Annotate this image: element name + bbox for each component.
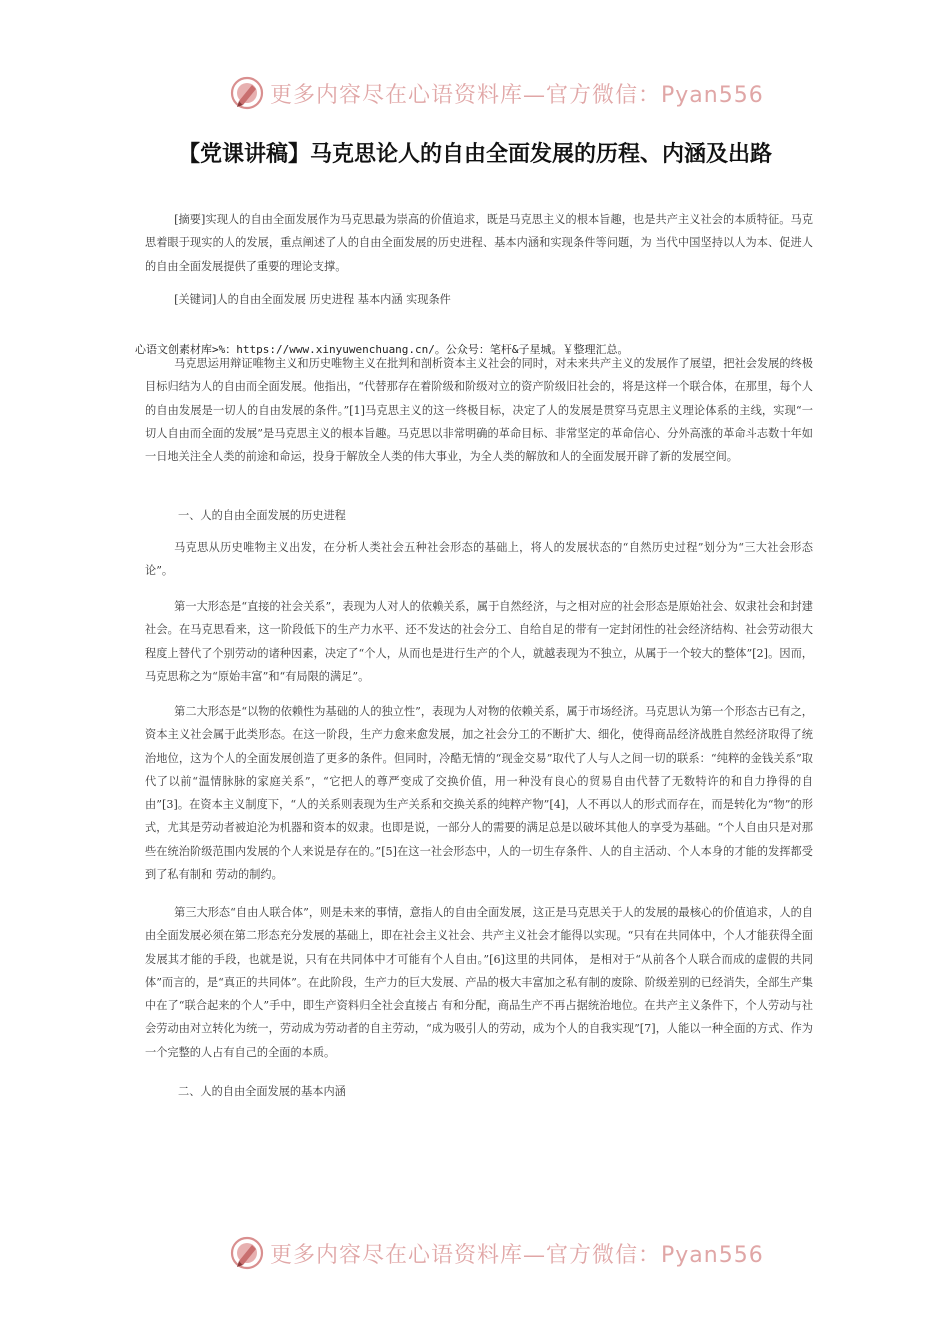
pen-logo-icon bbox=[230, 76, 264, 110]
footer-banner bbox=[230, 1233, 764, 1273]
section-heading-1: 一、人的自由全面发展的历史进程 bbox=[178, 509, 346, 522]
banner-handle: Pyan556 bbox=[661, 82, 764, 108]
body-paragraph-4: 第三大形态“自由人联合体”，则是未来的事情，意指人的自由全面发展，这正是马克思关于人的发展的最核心的价值追求，人的自由全面发展必须在第二形态充分发展的基础上，即在社会主义社会、共产主义社会才能得以实现。“只有在共同体中，个人才能获得全面发展其才能的手段，也就是说，只有在共同体中才可能有个人自由。”[6]这里的共同体， 是相对于“从前各个人联合而成的虚假的共同体”而言的，是“真正的共同体”。在此阶段，生产力的巨大发展、产品的极大丰富加之私有制的废除、阶级差别的已经消失，全部生产集中在了“联合起来的个人”手中，即生产资料归全社会直接占 有和分配，商品生产不再占据统治地位。在共产主义条件下，个人劳动与社会劳动由对立转化为统一，劳动成为劳动者的自主劳动，“成为吸引人的劳动，成为个人的自我实现”[7]，人能以一种全面的方式、作为一个完整的人占有自己的全面的本质。 bbox=[145, 906, 813, 1059]
abstract-paragraph: [摘要]实现人的自由全面发展作为马克思最为崇高的价值追求，既是马克思主义的根本旨趣，也是共产主义社会的本质特征。马克思着眼于现实的人的发展，重点阐述了人的自由全面发展的历史进程、基本内涵和实现条件等问题，为 当代中国坚持以人为本、促进人的自由全面发展提供了重要的理论支撑。 bbox=[145, 213, 813, 273]
pen-logo-icon bbox=[230, 1236, 264, 1270]
source-line: 心语文创素材库>%：https://www.xinyuwenchuang.cn/。公众号：笔杆&子星城。￥整理汇总。 bbox=[135, 343, 629, 356]
banner-slogan: 更多内容尽在心语资料库—官方微信： bbox=[270, 82, 662, 108]
banner-slogan: 更多内容尽在心语资料库—官方微信： bbox=[270, 1242, 662, 1268]
intro-paragraph: 马克思运用辩证唯物主义和历史唯物主义在批判和剖析资本主义社会的同时，对未来共产主义的发展作了展望，把社会发展的终极目标归结为人的自由而全面发展。他指出，“代替那存在着阶级和阶级对立的资产阶级旧社会的，将是这样一个联合体，在那里，每个人的自由发展是一切人的自由发展的条件。”[1]马克思主义的这一终极目标，决定了人的发展是贯穿马克思主义理论体系的主线，实现“一切人自由而全面的发展”是马克思主义的根本旨趣。马克思以非常明确的革命目标、非常坚定的革命信心、分外高涨的革命斗志数十年如一日地关注全人类的前途和命运，投身于解放全人类的伟大事业，为全人类的解放和人的全面发展开辟了新的发展空间。 bbox=[145, 357, 813, 464]
header-banner bbox=[230, 73, 764, 113]
keywords-paragraph: [关键词]人的自由全面发展 历史进程 基本内涵 实现条件 bbox=[174, 293, 451, 306]
body-paragraph-2: 第一大形态是“直接的社会关系”，表现为人对人的依赖关系，属于自然经济，与之相对应的社会形态是原始社会、奴隶社会和封建社会。在马克思看来，这一阶段低下的生产力水平、还不发达的社会分工、自给自足的带有一定封闭性的社会经济结构、社会劳动很大程度上替代了个别劳动的诸种因素，决定了“个人，从而也是进行生产的个人，就越表现为不独立，从属于一个较大的整体”[2]。因而，马克思称之为“原始丰富”和“有局限的满足”。 bbox=[145, 600, 813, 683]
banner-text bbox=[270, 1238, 764, 1269]
banner-text bbox=[270, 78, 764, 109]
document-title: 【党课讲稿】马克思论人的自由全面发展的历程、内涵及出路 bbox=[177, 142, 772, 167]
body-paragraph-3: 第二大形态是“以物的依赖性为基础的人的独立性”，表现为人对物的依赖关系，属于市场经济。马克思认为第一个形态古已有之，资本主义社会属于此类形态。在这一阶段，生产力愈来愈发展，加之社会分工的不断扩大、细化，使得商品经济战胜自然经济取得了统治地位，这为个人的全面发展创造了更多的条件。但同时，冷酷无情的“现金交易”取代了人与人之间一切的联系：“纯粹的金钱关系”取代了以前“温情脉脉的家庭关系”，“它把人的尊严变成了交换价值，用一种没有良心的贸易自由代替了无数特许的和自力挣得的自由”[3]。在资本主义制度下，“人的关系则表现为生产关系和交换关系的纯粹产物”[4]，人不再以人的形式而存在，而是转化为“物”的形式，尤其是劳动者被迫沦为机器和资本的奴隶。也即是说，一部分人的需要的满足总是以破坏其他人的享受为基础。“个人自由只是对那些在统治阶级范围内发展的个人来说是存在的。”[5]在这一社会形态中，人的一切生存条件、人的自主活动、个人本身的才能的发挥都受到了私有制和 劳动的制约。 bbox=[145, 705, 813, 882]
section-heading-2: 二、人的自由全面发展的基本内涵 bbox=[178, 1085, 346, 1098]
body-paragraph-1: 马克思从历史唯物主义出发，在分析人类社会五种社会形态的基础上，将人的发展状态的“自然历史过程”划分为“三大社会形态论”。 bbox=[145, 541, 813, 578]
banner-handle: Pyan556 bbox=[661, 1242, 764, 1268]
